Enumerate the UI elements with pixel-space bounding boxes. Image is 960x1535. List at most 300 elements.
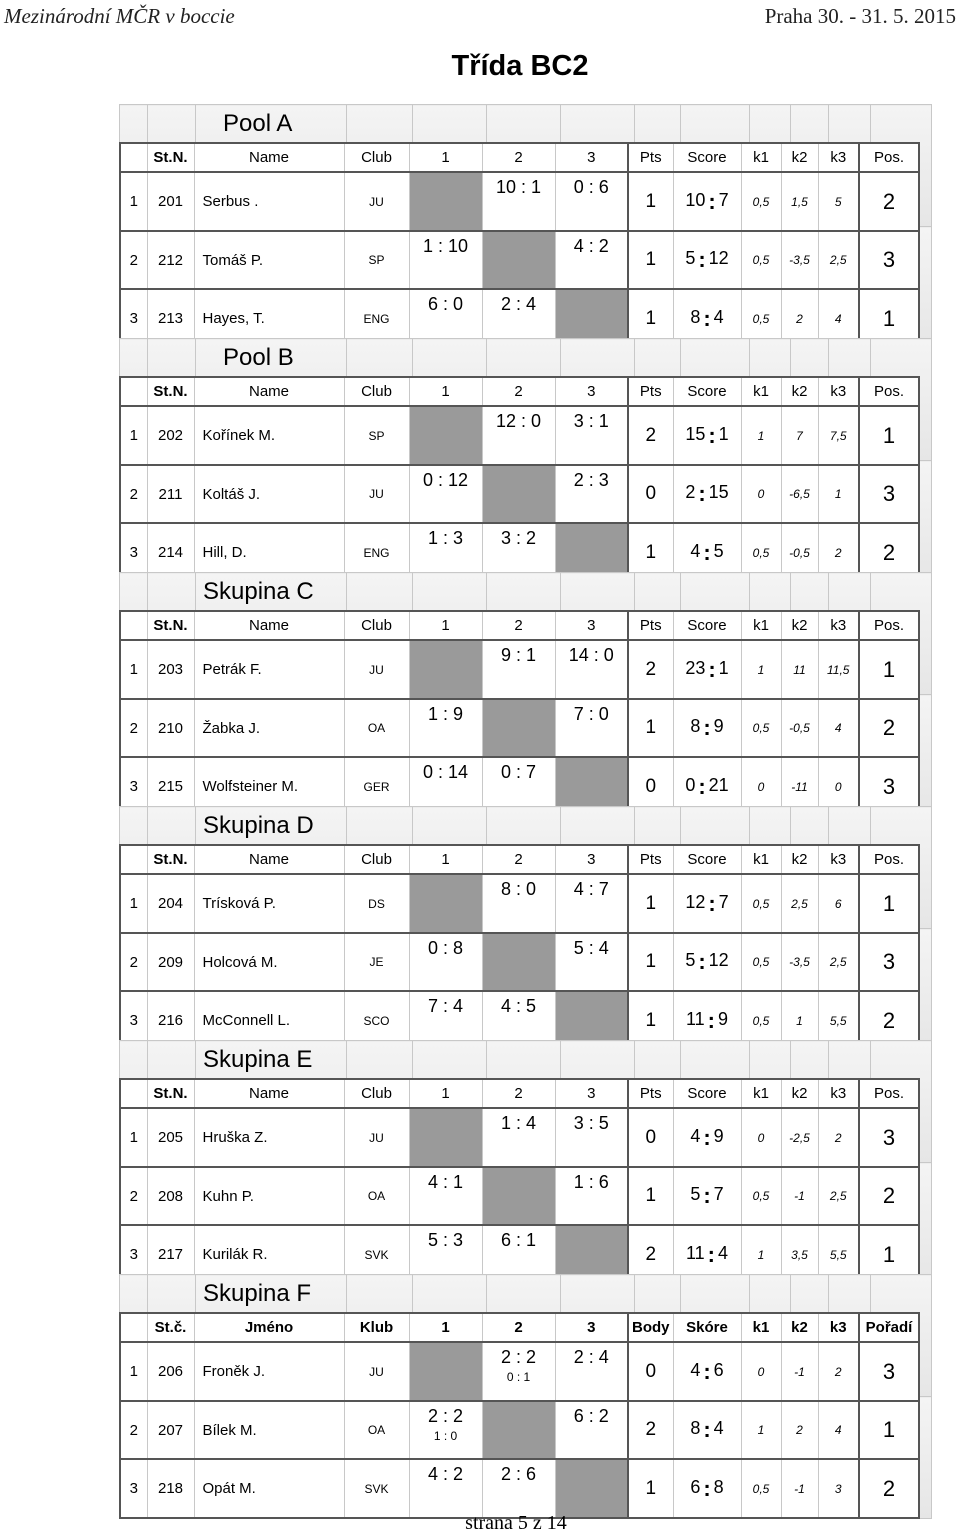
- match-score: 8 : 0: [500, 879, 537, 900]
- score-for: 6: [690, 1476, 701, 1497]
- pool-results-table: [119, 610, 920, 817]
- k2-value: 1,5: [781, 172, 818, 231]
- k1-value: 0,5: [741, 874, 781, 933]
- self-match-cell: [482, 1401, 555, 1460]
- score-for: 5: [690, 1184, 701, 1205]
- k3-value: 7,5: [818, 406, 859, 465]
- k2-value: 2,5: [781, 874, 818, 933]
- header-cell: k3: [818, 143, 859, 172]
- k2-value: 7: [781, 406, 818, 465]
- row-number: 1: [120, 1108, 147, 1167]
- k2-value: 1: [781, 991, 818, 1050]
- k1-value: 0: [741, 465, 781, 524]
- club-code: JU: [344, 1108, 409, 1167]
- k1-value: 0,5: [741, 523, 781, 582]
- final-position: 3: [859, 933, 919, 992]
- start-number: 216: [147, 991, 194, 1050]
- k3-value: 2,5: [818, 933, 859, 992]
- header-cell: St.N.: [147, 1079, 194, 1108]
- header-cell: k3: [818, 611, 859, 640]
- club-code: SP: [344, 406, 409, 465]
- match-score: 2 : 3: [573, 469, 609, 490]
- self-match-cell: [555, 1459, 628, 1518]
- score-separator: :: [703, 539, 711, 565]
- score-against: 6: [713, 1359, 724, 1380]
- start-number: 208: [147, 1167, 194, 1226]
- final-position: 1: [859, 1225, 919, 1284]
- match-result-2: [482, 406, 555, 465]
- header-cell: Pos.: [859, 845, 919, 874]
- header-cell: Pos.: [859, 1079, 919, 1108]
- header-cell: k2: [781, 377, 818, 406]
- match-result-3: [555, 465, 628, 524]
- match-result-2: [482, 874, 555, 933]
- header-cell: k1: [741, 1313, 781, 1342]
- pool-4: [119, 806, 918, 1051]
- final-position: 3: [859, 1108, 919, 1167]
- header-cell: k3: [818, 1079, 859, 1108]
- start-number: 203: [147, 640, 194, 699]
- points: 1: [628, 172, 673, 231]
- final-position: 1: [859, 406, 919, 465]
- k2-value: 11: [781, 640, 818, 699]
- header-cell: k1: [741, 611, 781, 640]
- start-number: 214: [147, 523, 194, 582]
- match-result-1: [409, 1167, 482, 1226]
- match-result-2: [482, 1342, 555, 1401]
- score-separator: :: [708, 656, 716, 682]
- match-score: 0 : 12: [422, 469, 469, 490]
- table-row: [120, 1167, 919, 1226]
- score-separator: :: [703, 715, 711, 741]
- header-cell-blank: [120, 845, 147, 874]
- club-code: ENG: [344, 289, 409, 348]
- match-result-3: [555, 1167, 628, 1226]
- pool-title: Skupina E: [203, 1046, 313, 1073]
- header-cell: Name: [194, 611, 344, 640]
- k3-value: 4: [818, 1401, 859, 1460]
- match-score: 0 : 6: [573, 177, 609, 198]
- start-number: 202: [147, 406, 194, 465]
- header-cell: Pos.: [859, 611, 919, 640]
- k1-value: 0: [741, 757, 781, 816]
- self-match-cell: [482, 1167, 555, 1226]
- header-cell: 1: [409, 1079, 482, 1108]
- header-cell: k1: [741, 1079, 781, 1108]
- score-separator: :: [698, 481, 706, 507]
- points: 2: [628, 1225, 673, 1284]
- tiebreak-score: 0 : 1: [506, 1370, 531, 1385]
- match-score: 3 : 2: [500, 528, 537, 549]
- score-against: 9: [713, 716, 724, 737]
- k1-value: 1: [741, 640, 781, 699]
- header-cell: Score: [673, 1079, 741, 1108]
- header-cell: Score: [673, 611, 741, 640]
- player-name: Opát M.: [194, 1459, 344, 1518]
- header-cell: Name: [194, 845, 344, 874]
- pool-title: Pool A: [223, 110, 293, 137]
- k2-value: -0,5: [781, 699, 818, 758]
- points: 0: [628, 465, 673, 524]
- club-code: GER: [344, 757, 409, 816]
- header-cell-blank: [120, 143, 147, 172]
- header-cell: k3: [818, 1313, 859, 1342]
- header-cell: 2: [482, 611, 555, 640]
- match-result-3: [555, 874, 628, 933]
- header-cell: Club: [344, 611, 409, 640]
- match-result-2: [482, 1108, 555, 1167]
- row-number: 3: [120, 1225, 147, 1284]
- header-cell-blank: [120, 611, 147, 640]
- score-against: 9: [718, 1008, 729, 1029]
- club-code: SVK: [344, 1459, 409, 1518]
- header-cell: Score: [673, 845, 741, 874]
- player-name: Froněk J.: [194, 1342, 344, 1401]
- match-result-3: [555, 231, 628, 290]
- start-number: 206: [147, 1342, 194, 1401]
- header-event-date: Praha 30. - 31. 5. 2015: [764, 4, 956, 28]
- header-cell: 2: [482, 1079, 555, 1108]
- row-number: 2: [120, 933, 147, 992]
- header-cell: Pts: [628, 1079, 673, 1108]
- k2-value: 2: [781, 289, 818, 348]
- points: 1: [628, 523, 673, 582]
- row-number: 1: [120, 406, 147, 465]
- match-score: 4 : 2: [573, 235, 609, 256]
- score-total: [673, 874, 741, 933]
- points: 2: [628, 1401, 673, 1460]
- header-cell: k3: [818, 377, 859, 406]
- k2-value: -3,5: [781, 231, 818, 290]
- start-number: 204: [147, 874, 194, 933]
- pool-6: [119, 1274, 918, 1519]
- final-position: 2: [859, 172, 919, 231]
- club-code: ENG: [344, 523, 409, 582]
- header-cell: Klub: [344, 1313, 409, 1342]
- score-separator: :: [698, 773, 706, 799]
- table-row: [120, 1401, 919, 1460]
- points: 1: [628, 1167, 673, 1226]
- header-cell: 1: [409, 845, 482, 874]
- club-code: DS: [344, 874, 409, 933]
- match-result-3: [555, 640, 628, 699]
- start-number: 218: [147, 1459, 194, 1518]
- start-number: 209: [147, 933, 194, 992]
- player-name: Hruška Z.: [194, 1108, 344, 1167]
- table-header-row: [120, 611, 919, 640]
- header-cell: Pts: [628, 611, 673, 640]
- k3-value: 5,5: [818, 1225, 859, 1284]
- pool-5: [119, 1040, 918, 1285]
- tiebreak-score: 1 : 0: [433, 1428, 458, 1443]
- header-cell: St.č.: [147, 1313, 194, 1342]
- match-result-3: [555, 1401, 628, 1460]
- header-cell: k3: [818, 845, 859, 874]
- points: 1: [628, 1459, 673, 1518]
- k1-value: 0,5: [741, 933, 781, 992]
- score-for: 15: [685, 423, 706, 444]
- page-footer: strana 5 z 14: [465, 1512, 567, 1534]
- row-number: 3: [120, 523, 147, 582]
- club-code: OA: [344, 699, 409, 758]
- final-position: 1: [859, 289, 919, 348]
- header-cell: St.N.: [147, 611, 194, 640]
- score-total: [673, 1108, 741, 1167]
- match-result-1: [409, 699, 482, 758]
- header-cell: 1: [409, 143, 482, 172]
- self-match-cell: [409, 1342, 482, 1401]
- match-result-3: [555, 1108, 628, 1167]
- row-number: 3: [120, 991, 147, 1050]
- row-number: 2: [120, 231, 147, 290]
- final-position: 3: [859, 465, 919, 524]
- pool-2: [119, 338, 918, 583]
- header-cell: Score: [673, 377, 741, 406]
- score-against: 4: [713, 306, 724, 327]
- score-for: 4: [690, 1359, 701, 1380]
- match-score: 0 : 14: [422, 762, 469, 783]
- self-match-cell: [409, 640, 482, 699]
- table-row: [120, 874, 919, 933]
- k3-value: 0: [818, 757, 859, 816]
- header-cell: St.N.: [147, 845, 194, 874]
- score-for: 12: [685, 891, 706, 912]
- header-cell: 1: [409, 377, 482, 406]
- k1-value: 1: [741, 1225, 781, 1284]
- points: 0: [628, 1108, 673, 1167]
- club-code: SVK: [344, 1225, 409, 1284]
- header-cell: Score: [673, 143, 741, 172]
- final-position: 2: [859, 1459, 919, 1518]
- score-separator: :: [703, 1475, 711, 1501]
- club-code: JU: [344, 172, 409, 231]
- match-result-3: [555, 933, 628, 992]
- start-number: 210: [147, 699, 194, 758]
- row-number: 2: [120, 699, 147, 758]
- pool-results-table: [119, 844, 920, 1051]
- score-against: 12: [708, 950, 729, 971]
- k2-value: -2,5: [781, 1108, 818, 1167]
- k3-value: 4: [818, 289, 859, 348]
- score-against: 21: [708, 774, 729, 795]
- header-cell: 3: [555, 143, 628, 172]
- score-for: 8: [690, 1418, 701, 1439]
- self-match-cell: [409, 406, 482, 465]
- table-row: [120, 1342, 919, 1401]
- self-match-cell: [482, 699, 555, 758]
- pool-title: Skupina C: [203, 578, 314, 605]
- header-cell: 2: [482, 143, 555, 172]
- score-against: 15: [708, 482, 729, 503]
- score-against: 4: [713, 1418, 724, 1439]
- k3-value: 4: [818, 699, 859, 758]
- table-header-row: [120, 377, 919, 406]
- match-score: 6 : 0: [427, 294, 464, 315]
- points: 1: [628, 874, 673, 933]
- score-total: [673, 1342, 741, 1401]
- match-score: 5 : 3: [427, 1230, 464, 1251]
- player-name: Petrák F.: [194, 640, 344, 699]
- match-score: 2 : 4: [573, 1347, 609, 1368]
- start-number: 213: [147, 289, 194, 348]
- match-score: 14 : 0: [568, 645, 614, 666]
- k1-value: 0,5: [741, 1167, 781, 1226]
- start-number: 215: [147, 757, 194, 816]
- player-name: Kuhn P.: [194, 1167, 344, 1226]
- player-name: Tomáš P.: [194, 231, 344, 290]
- score-separator: :: [708, 890, 716, 916]
- score-against: 5: [713, 540, 724, 561]
- row-number: 1: [120, 172, 147, 231]
- k2-value: -11: [781, 757, 818, 816]
- start-number: 211: [147, 465, 194, 524]
- pool-results-table: [119, 142, 920, 349]
- score-total: [673, 699, 741, 758]
- header-cell: St.N.: [147, 143, 194, 172]
- pool-results-table: [119, 376, 920, 583]
- player-name: Serbus .: [194, 172, 344, 231]
- start-number: 205: [147, 1108, 194, 1167]
- player-name: Kořínek M.: [194, 406, 344, 465]
- match-result-1: [409, 933, 482, 992]
- k3-value: 2,5: [818, 231, 859, 290]
- match-result-2: [482, 1459, 555, 1518]
- points: 1: [628, 289, 673, 348]
- match-result-1: [409, 1459, 482, 1518]
- match-score: 6 : 2: [573, 1405, 609, 1426]
- match-score: 2 : 2: [500, 1347, 537, 1368]
- header-cell: 2: [482, 845, 555, 874]
- score-against: 1: [718, 423, 729, 444]
- match-score: 0 : 7: [500, 762, 537, 783]
- club-code: JU: [344, 465, 409, 524]
- k2-value: 3,5: [781, 1225, 818, 1284]
- match-score: 1 : 3: [427, 528, 464, 549]
- club-code: OA: [344, 1167, 409, 1226]
- score-against: 4: [718, 1242, 729, 1263]
- score-for: 8: [690, 306, 701, 327]
- header-cell-blank: [120, 1313, 147, 1342]
- match-score: 0 : 8: [427, 937, 464, 958]
- final-position: 3: [859, 757, 919, 816]
- club-code: JU: [344, 640, 409, 699]
- table-row: [120, 933, 919, 992]
- row-number: 3: [120, 757, 147, 816]
- k1-value: 0,5: [741, 172, 781, 231]
- table-header-row: [120, 143, 919, 172]
- score-separator: :: [703, 1183, 711, 1209]
- points: 2: [628, 640, 673, 699]
- k1-value: 0,5: [741, 231, 781, 290]
- k1-value: 0,5: [741, 699, 781, 758]
- header-cell: Pts: [628, 143, 673, 172]
- k3-value: 11,5: [818, 640, 859, 699]
- score-for: 5: [685, 248, 696, 269]
- final-position: 3: [859, 1342, 919, 1401]
- match-result-3: [555, 1342, 628, 1401]
- match-result-3: [555, 699, 628, 758]
- score-against: 8: [713, 1476, 724, 1497]
- player-name: Hill, D.: [194, 523, 344, 582]
- header-cell: 1: [409, 1313, 482, 1342]
- k3-value: 6: [818, 874, 859, 933]
- table-row: [120, 172, 919, 231]
- k2-value: -6,5: [781, 465, 818, 524]
- k1-value: 0: [741, 1342, 781, 1401]
- match-result-3: [555, 172, 628, 231]
- k3-value: 3: [818, 1459, 859, 1518]
- score-for: 2: [685, 482, 696, 503]
- score-for: 23: [685, 657, 706, 678]
- header-cell: Club: [344, 377, 409, 406]
- header-cell: k1: [741, 845, 781, 874]
- start-number: 212: [147, 231, 194, 290]
- k2-value: -1: [781, 1459, 818, 1518]
- k2-value: -1: [781, 1167, 818, 1226]
- match-score: 6 : 1: [500, 1230, 537, 1251]
- start-number: 217: [147, 1225, 194, 1284]
- final-position: 2: [859, 1167, 919, 1226]
- self-match-cell: [482, 933, 555, 992]
- match-score: 9 : 1: [500, 645, 537, 666]
- points: 0: [628, 757, 673, 816]
- match-score: 4 : 1: [427, 1171, 464, 1192]
- score-for: 4: [690, 540, 701, 561]
- self-match-cell: [482, 231, 555, 290]
- k3-value: 5,5: [818, 991, 859, 1050]
- score-for: 11: [685, 1008, 705, 1029]
- k3-value: 2,5: [818, 1167, 859, 1226]
- score-separator: :: [698, 949, 706, 975]
- score-total: [673, 172, 741, 231]
- club-code: JU: [344, 1342, 409, 1401]
- club-code: OA: [344, 1401, 409, 1460]
- match-result-2: [482, 172, 555, 231]
- match-score: 12 : 0: [495, 411, 542, 432]
- match-result-1: [409, 1401, 482, 1460]
- match-score: 2 : 2: [427, 1405, 464, 1426]
- k2-value: -3,5: [781, 933, 818, 992]
- score-for: 0: [685, 774, 696, 795]
- header-cell: Skóre: [673, 1313, 741, 1342]
- pool-title: Skupina D: [203, 812, 314, 839]
- match-score: 1 : 10: [422, 235, 469, 256]
- score-for: 5: [685, 950, 696, 971]
- row-number: 3: [120, 1459, 147, 1518]
- header-cell: Club: [344, 143, 409, 172]
- header-cell: k2: [781, 611, 818, 640]
- points: 1: [628, 231, 673, 290]
- player-name: Bílek M.: [194, 1401, 344, 1460]
- pool-1: [119, 104, 918, 349]
- k1-value: 0,5: [741, 1459, 781, 1518]
- table-header-row: [120, 1313, 919, 1342]
- score-total: [673, 1401, 741, 1460]
- score-for: 10: [685, 189, 706, 210]
- k1-value: 0,5: [741, 289, 781, 348]
- k3-value: 2: [818, 523, 859, 582]
- club-code: SP: [344, 231, 409, 290]
- points: 1: [628, 991, 673, 1050]
- player-name: Žabka J.: [194, 699, 344, 758]
- score-against: 1: [718, 657, 729, 678]
- header-cell: 3: [555, 1313, 628, 1342]
- table-header-row: [120, 845, 919, 874]
- score-separator: :: [703, 1358, 711, 1384]
- match-score: 5 : 4: [573, 937, 609, 958]
- row-number: 3: [120, 289, 147, 348]
- pool-title: Skupina F: [203, 1280, 312, 1307]
